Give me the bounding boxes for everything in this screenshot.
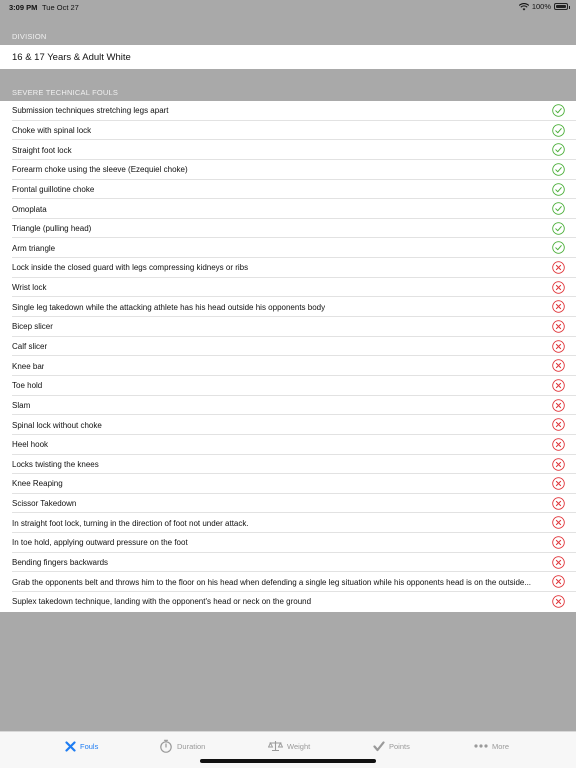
division-header: DIVISION [12, 32, 47, 41]
foul-row [0, 415, 576, 435]
tab-duration[interactable] [159, 738, 205, 754]
x-circle-icon [552, 497, 565, 510]
x-circle-icon [552, 477, 565, 490]
x-circle-icon [552, 595, 565, 608]
x-circle-icon [552, 379, 565, 392]
foul-label: Spinal lock without choke [12, 420, 102, 430]
x-circle-icon [552, 418, 565, 431]
status-date: Tue Oct 27 [42, 3, 79, 12]
foul-row [0, 219, 576, 239]
foul-label: In straight foot lock, turning in the direction of foot not under attack. [12, 518, 249, 528]
foul-label: Submission techniques stretching legs apart [12, 106, 169, 116]
x-circle-icon [552, 281, 565, 294]
x-circle-icon [552, 340, 565, 353]
x-circle-icon [552, 399, 565, 412]
tab-duration-label: Duration [177, 741, 206, 751]
foul-row [0, 592, 576, 612]
foul-label: Slam [12, 400, 31, 410]
check-circle-icon [552, 104, 565, 117]
x-circle-icon [552, 516, 565, 529]
foul-label: Straight foot lock [12, 145, 72, 155]
foul-row [0, 238, 576, 258]
foul-row [0, 553, 576, 573]
foul-label: Arm triangle [12, 243, 56, 253]
foul-row [0, 121, 576, 141]
scale-icon [268, 740, 283, 752]
foul-row [0, 101, 576, 121]
foul-label: Calf slicer [12, 342, 48, 351]
foul-row [0, 494, 576, 514]
x-circle-icon [552, 458, 565, 471]
tab-fouls[interactable] [65, 738, 98, 754]
check-circle-icon [552, 202, 565, 215]
x-circle-icon [552, 300, 565, 313]
foul-row [0, 474, 576, 494]
tab-weight-label: Weight [287, 741, 311, 751]
home-indicator [200, 759, 376, 763]
foul-label: Frontal guillotine choke [12, 184, 95, 194]
foul-label: Omoplata [12, 204, 47, 214]
tab-more[interactable] [474, 738, 509, 754]
check-circle-icon [552, 124, 565, 137]
foul-label: Lock inside the closed guard with legs compressing kidneys or ribs [12, 263, 249, 273]
tab-weight[interactable] [268, 738, 310, 754]
foul-label: Scissor Takedown [12, 499, 77, 509]
status-time: 3:09 PM [9, 3, 38, 12]
check-circle-icon [552, 241, 565, 254]
foul-row [0, 140, 576, 160]
checkmark-icon [373, 741, 385, 752]
x-icon [65, 741, 76, 752]
x-circle-icon [552, 359, 565, 372]
foul-row [0, 199, 576, 219]
check-circle-icon [552, 163, 565, 176]
foul-label: Heel hook [12, 440, 49, 450]
x-circle-icon [552, 575, 565, 588]
foul-label: Single leg takedown while the attacking athlete has his head outside his opponents body [12, 302, 326, 312]
foul-row [0, 317, 576, 337]
foul-label: Toe hold [12, 381, 43, 391]
tab-more-label: More [492, 741, 510, 751]
x-circle-icon [552, 556, 565, 569]
foul-row [0, 180, 576, 200]
check-circle-icon [552, 143, 565, 156]
foul-row [0, 376, 576, 396]
foul-label: In toe hold, applying outward pressure on the foot [12, 538, 188, 548]
foul-label: Locks twisting the knees [12, 459, 99, 469]
foul-label: Knee bar [12, 361, 45, 371]
tab-fouls-label: Fouls [80, 741, 99, 751]
foul-label: Wrist lock [12, 283, 47, 293]
x-circle-icon [552, 320, 565, 333]
status-bar [0, 0, 576, 14]
division-value: 16 & 17 Years & Adult White [12, 51, 131, 63]
tab-points-label: Points [389, 741, 410, 751]
foul-label: Bicep slicer [12, 322, 53, 332]
check-circle-icon [552, 183, 565, 196]
foul-row [0, 258, 576, 278]
foul-row [0, 455, 576, 475]
foul-label: Triangle (pulling head) [12, 224, 92, 234]
division-cell[interactable] [0, 45, 576, 69]
foul-row [0, 337, 576, 357]
foul-row [0, 533, 576, 553]
foul-row [0, 572, 576, 592]
foul-label: Bending fingers backwards [12, 558, 109, 568]
x-circle-icon [552, 438, 565, 451]
foul-label: Choke with spinal lock [12, 125, 92, 135]
check-circle-icon [552, 222, 565, 235]
x-circle-icon [552, 261, 565, 274]
fouls-header: SEVERE TECHNICAL FOULS [12, 88, 119, 97]
foul-row [0, 513, 576, 533]
foul-row [0, 396, 576, 416]
foul-row [0, 356, 576, 376]
foul-label: Grab the opponents belt and throws him to the floor on his head when defending a single leg situation while his opponents head is on the outside... [12, 577, 532, 587]
foul-row [0, 297, 576, 317]
battery-icon [554, 3, 568, 10]
status-right [519, 2, 568, 11]
foul-label: Suplex takedown technique, landing with the opponent's head or neck on the ground [12, 597, 312, 607]
battery-percent: 100% [531, 2, 551, 11]
fouls-list [0, 101, 576, 612]
foul-row [0, 278, 576, 298]
tab-points[interactable] [373, 738, 410, 754]
foul-label: Knee Reaping [12, 479, 63, 489]
ellipsis-icon [474, 743, 488, 749]
foul-label: Forearm choke using the sleeve (Ezequiel choke) [12, 165, 188, 175]
x-circle-icon [552, 536, 565, 549]
stopwatch-icon [159, 739, 173, 753]
foul-row [0, 160, 576, 180]
foul-row [0, 435, 576, 455]
wifi-icon [519, 3, 529, 11]
